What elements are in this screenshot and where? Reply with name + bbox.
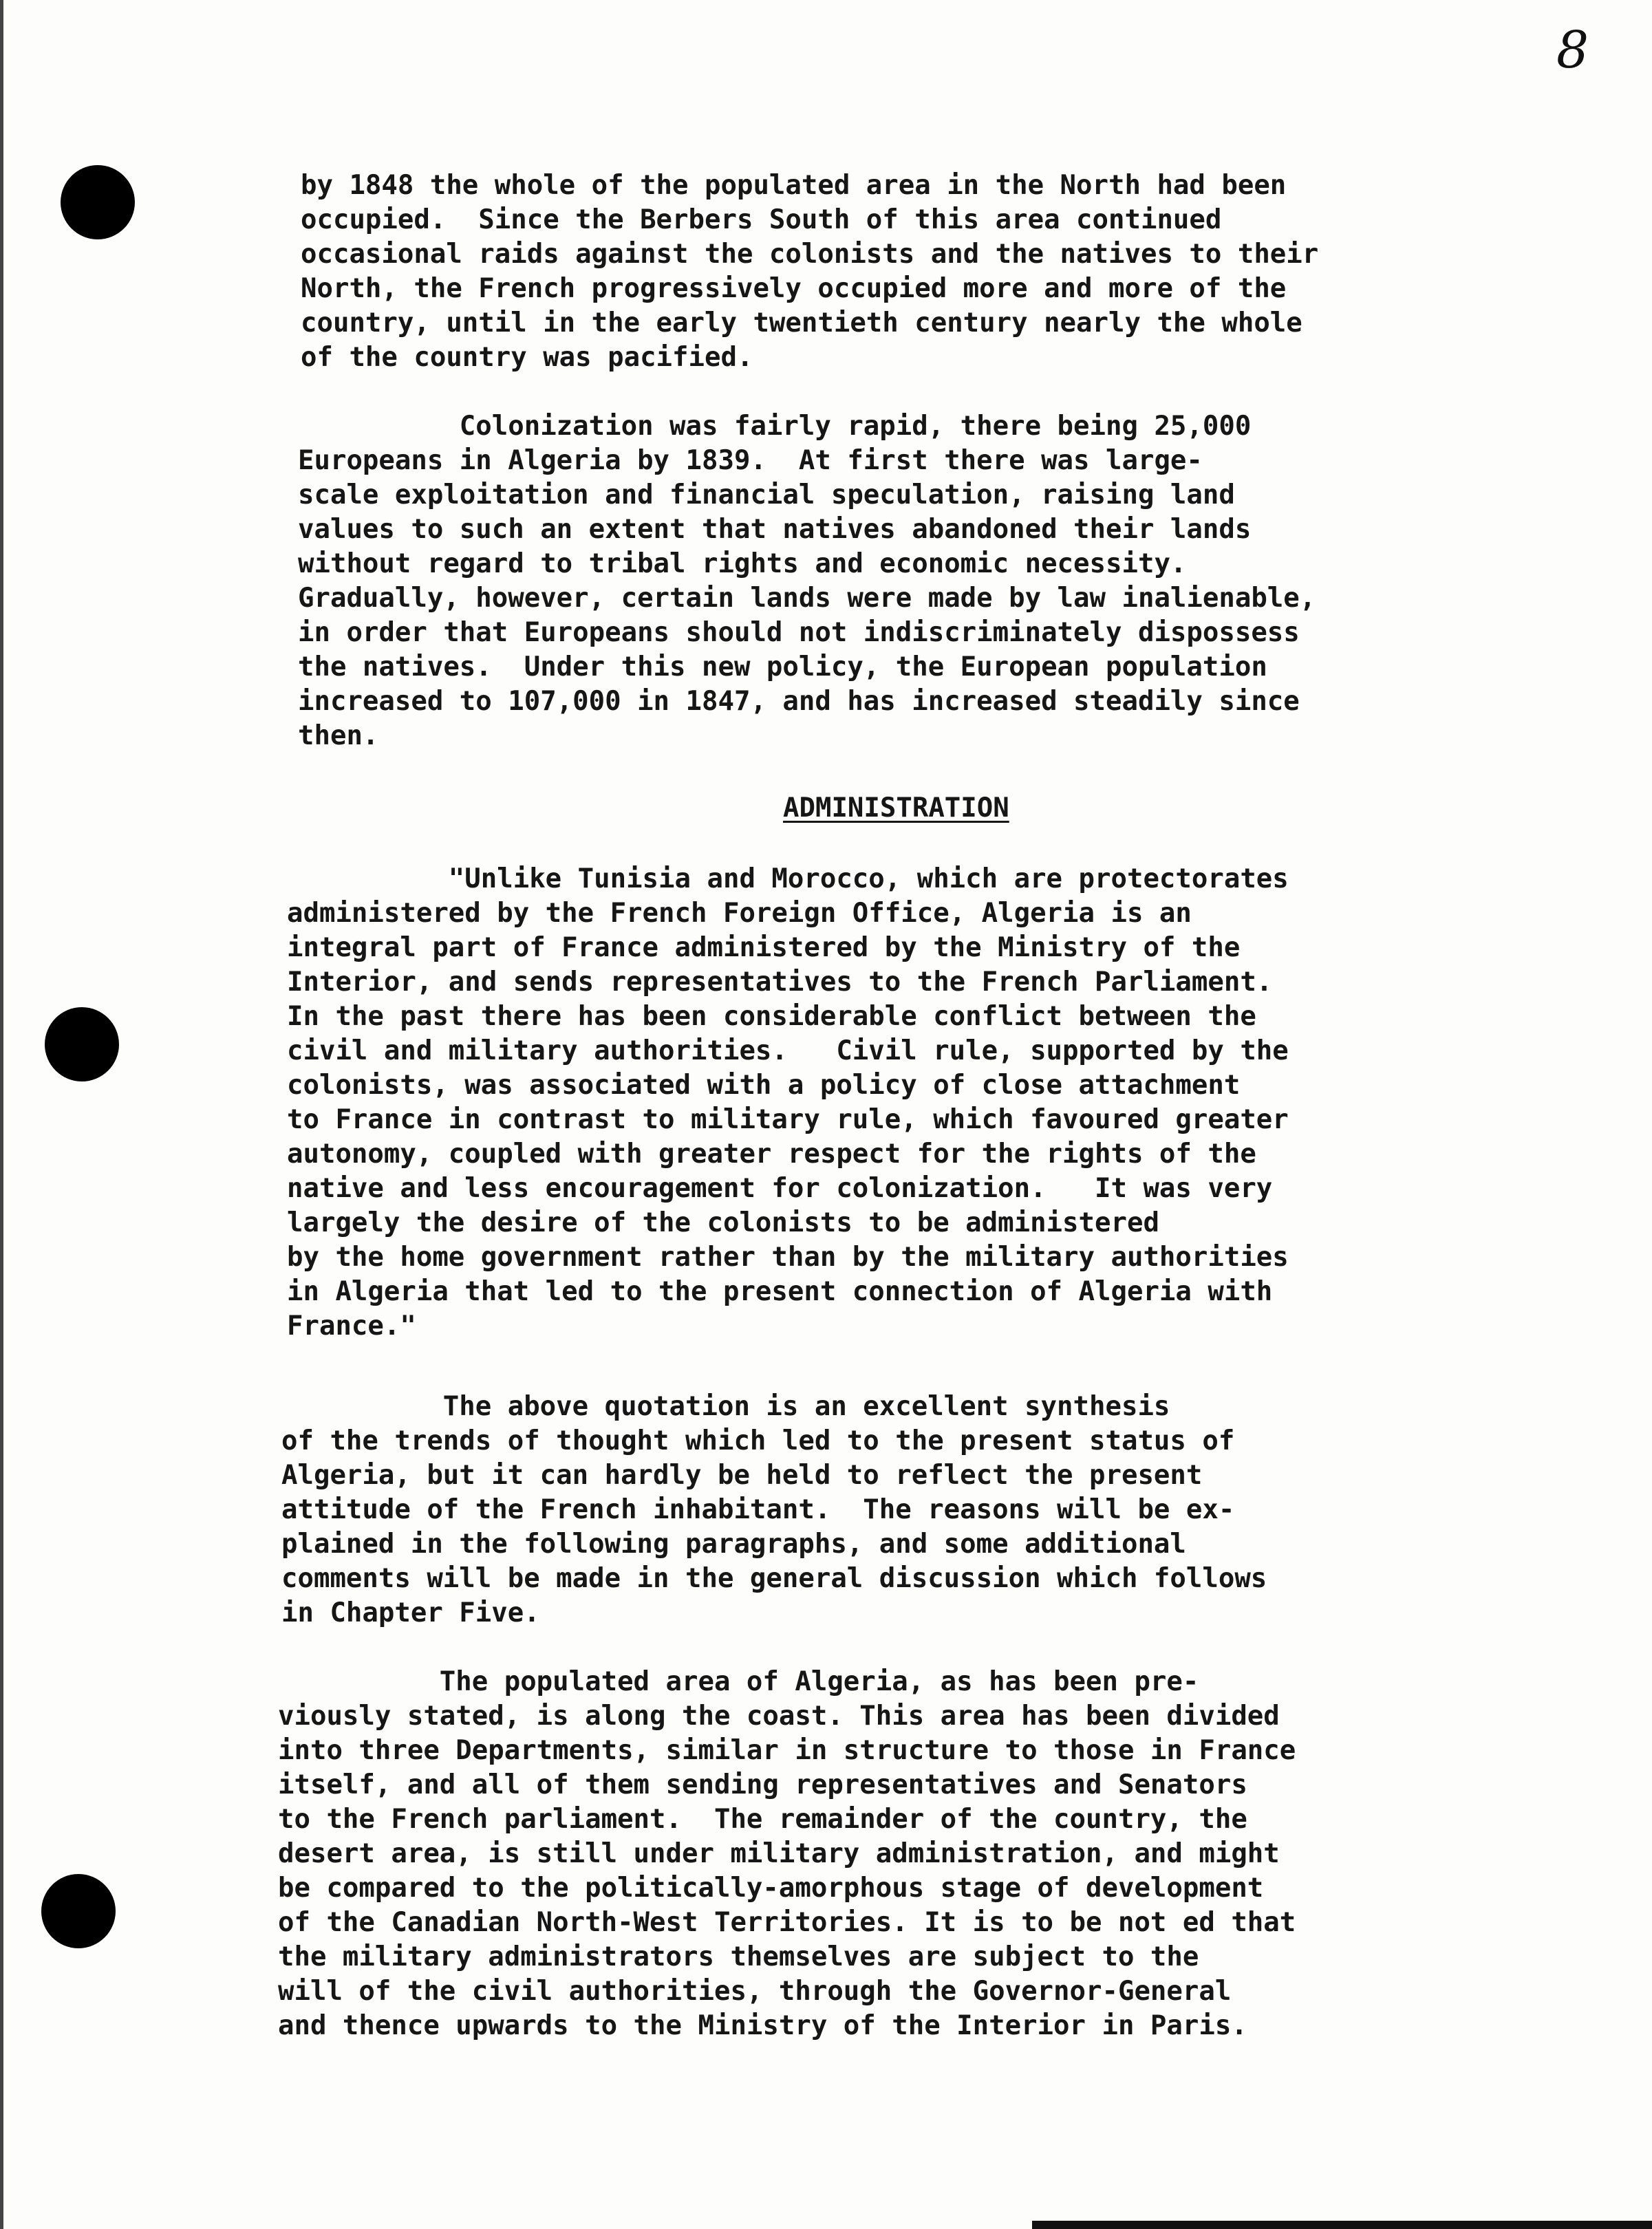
text-line: autonomy, coupled with greater respect for the rights of the [287, 1139, 1256, 1170]
paragraph-departments [278, 1665, 1296, 2043]
punch-hole [45, 1007, 119, 1081]
text-line: desert area, is still under military administration, and might [278, 1838, 1280, 1869]
text-line: increased to 107,000 in 1847, and has increased steadily since [298, 686, 1300, 717]
text-line: of the trends of thought which led to the present status of [281, 1425, 1235, 1456]
text-line: civil and military authorities. Civil rule, supported by the [287, 1035, 1289, 1066]
text-line: North, the French progressively occupied more and more of the [301, 273, 1287, 304]
text-line: by 1848 the whole of the populated area in the North had been [301, 170, 1287, 201]
text-line: then. [298, 720, 379, 751]
text-line: without regard to tribal rights and economic necessity. [298, 548, 1187, 579]
page-number: 8 [1556, 21, 1589, 80]
text-line: to France in contrast to military rule, which favoured greater [287, 1104, 1289, 1135]
text-line: scale exploitation and financial speculation, raising land [298, 480, 1235, 510]
text-line: by the home government rather than by the military authorities [287, 1242, 1289, 1273]
punch-hole [41, 1874, 116, 1948]
text-line: itself, and all of them sending representatives and Senators [278, 1769, 1247, 1800]
punch-hole [61, 165, 135, 239]
text-line: Algeria, but it can hardly be held to reflect the present [281, 1460, 1203, 1491]
text-line: to the French parliament. The remainder of the country, the [278, 1804, 1247, 1835]
text-line: comments will be made in the general discussion which follows [281, 1563, 1267, 1594]
text-line: Colonization was fairly rapid, there being 25,000 [298, 411, 1252, 442]
paragraph-occupation [301, 169, 1318, 375]
text-line: integral part of France administered by the Ministry of the [287, 932, 1241, 963]
scan-left-edge [0, 0, 3, 2229]
text-line: values to such an extent that natives abandoned their lands [298, 514, 1252, 545]
text-line: In the past there has been considerable conflict between the [287, 1001, 1256, 1032]
text-line: native and less encouragement for colonization. It was very [287, 1173, 1273, 1204]
text-line: occasional raids against the colonists and the natives to their [301, 239, 1319, 270]
paragraph-quotation [287, 862, 1289, 1344]
text-line: The above quotation is an excellent synthesis [281, 1391, 1170, 1422]
paragraph-colonization [298, 409, 1316, 753]
text-line: of the country was pacified. [301, 342, 753, 373]
text-line: and thence upwards to the Ministry of the Interior in Paris. [278, 2010, 1247, 2041]
text-line: colonists, was associated with a policy of close attachment [287, 1070, 1241, 1101]
paragraph-synthesis [281, 1390, 1267, 1630]
text-line: the natives. Under this new policy, the European population [298, 652, 1267, 682]
text-line: will of the civil authorities, through the Governor-General [278, 1976, 1232, 2007]
text-line: The populated area of Algeria, as has been pre- [278, 1666, 1199, 1697]
text-line: Europeans in Algeria by 1839. At first there was large- [298, 445, 1203, 476]
text-line: Interior, and sends representatives to the French Parliament. [287, 967, 1273, 998]
text-line: "Unlike Tunisia and Morocco, which are protectorates [287, 863, 1289, 894]
text-line: in order that Europeans should not indiscriminately dispossess [298, 617, 1300, 648]
section-heading: ADMINISTRATION [783, 793, 1009, 823]
text-line: occupied. Since the Berbers South of this area continued [301, 204, 1222, 235]
text-line: administered by the French Foreign Office, Algeria is an [287, 898, 1192, 929]
text-line: the military administrators themselves are subject to the [278, 1941, 1199, 1972]
text-line: into three Departments, similar in structure to those in France [278, 1735, 1296, 1766]
text-line: France." [287, 1311, 416, 1342]
text-line: in Chapter Five. [281, 1597, 540, 1628]
text-line: attitude of the French inhabitant. The reasons will be ex- [281, 1494, 1235, 1525]
text-line: viously stated, is along the coast. This area has been divided [278, 1701, 1280, 1732]
text-line: Gradually, however, certain lands were made by law inalienable, [298, 583, 1316, 614]
text-line: of the Canadian North-West Territories. It is to be not ed that [278, 1907, 1296, 1938]
text-line: be compared to the politically-amorphous stage of development [278, 1873, 1264, 1904]
text-line: plained in the following paragraphs, and some additional [281, 1529, 1186, 1560]
text-line: in Algeria that led to the present connection of Algeria with [287, 1276, 1273, 1307]
text-line: largely the desire of the colonists to be administered [287, 1207, 1159, 1238]
scan-bottom-edge [1032, 2221, 1652, 2229]
text-line: country, until in the early twentieth century nearly the whole [301, 308, 1302, 338]
